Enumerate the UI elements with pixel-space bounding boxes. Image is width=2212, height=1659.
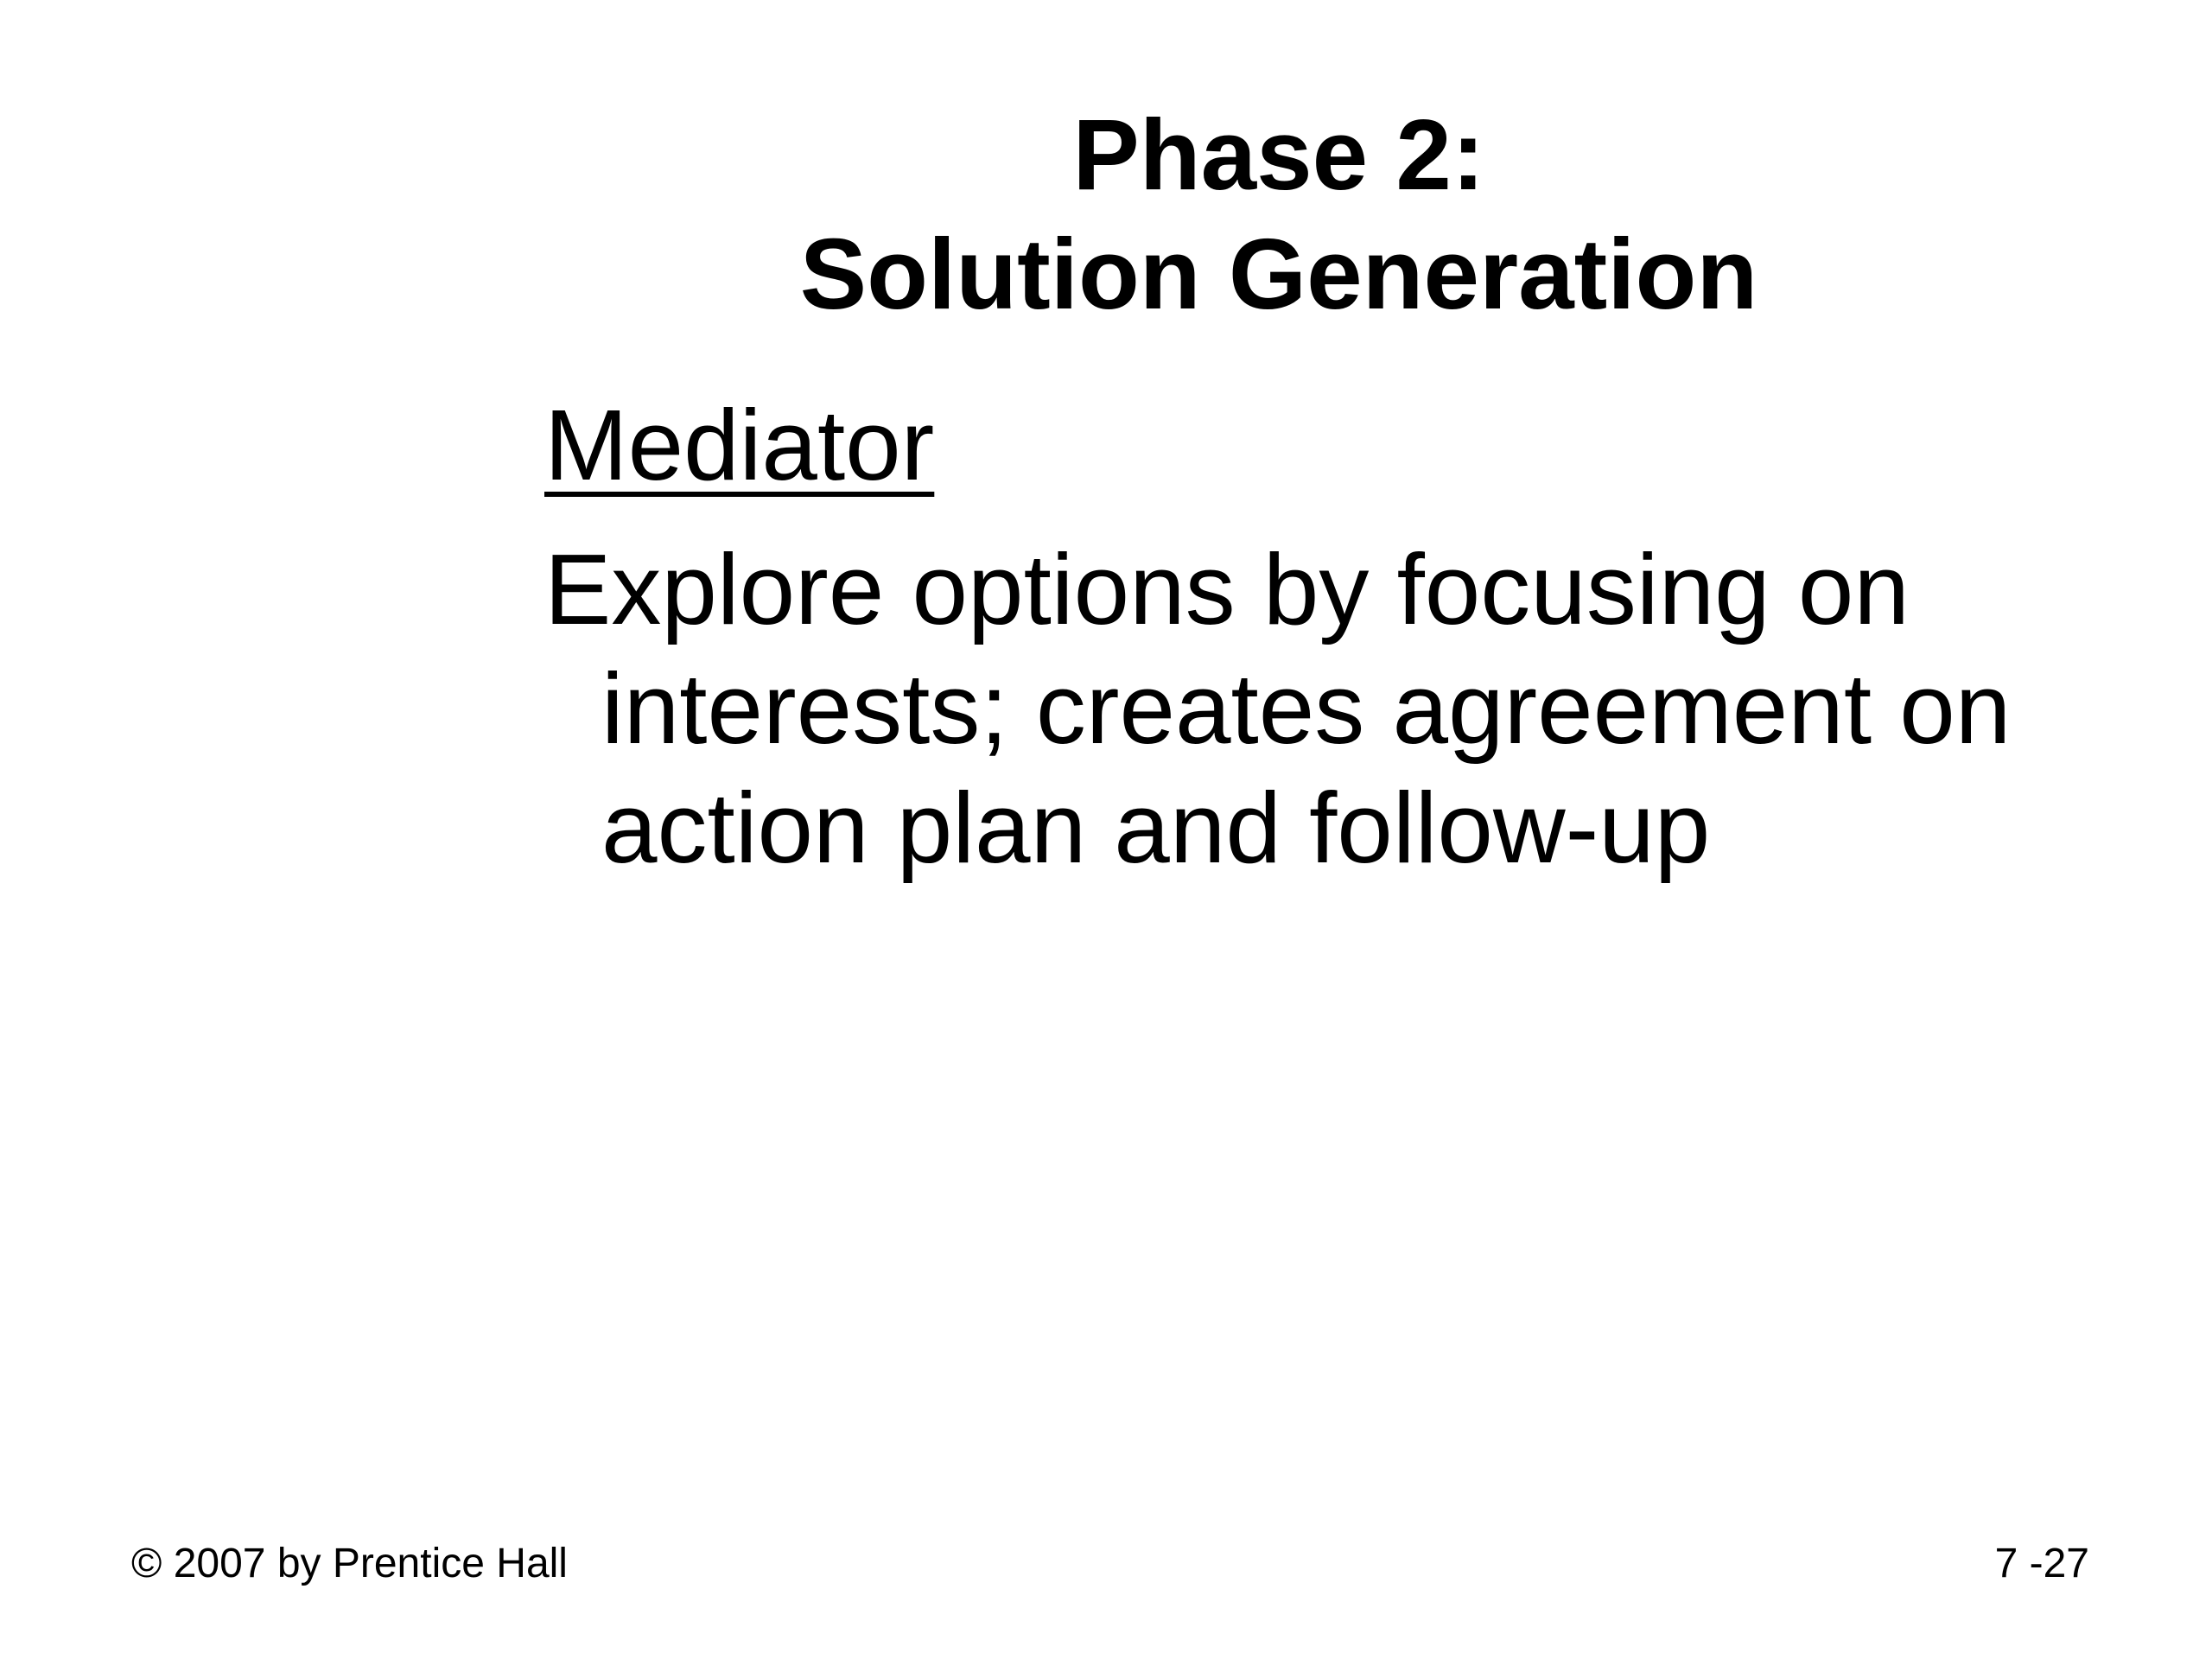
slide-title-line-2: Solution Generation — [799, 218, 1758, 330]
slide-body — [544, 385, 2143, 887]
copyright-footer: © 2007 by Prentice Hall — [131, 1541, 568, 1586]
role-description: Explore options by focusing on interests; creates agreement on action plan and follow-up — [544, 533, 2012, 884]
role-heading: Mediator — [544, 389, 935, 501]
slide-number: 7 -27 — [1994, 1541, 2089, 1586]
slide-title — [691, 95, 1866, 334]
slide-title-line-1: Phase 2: — [1072, 99, 1485, 211]
